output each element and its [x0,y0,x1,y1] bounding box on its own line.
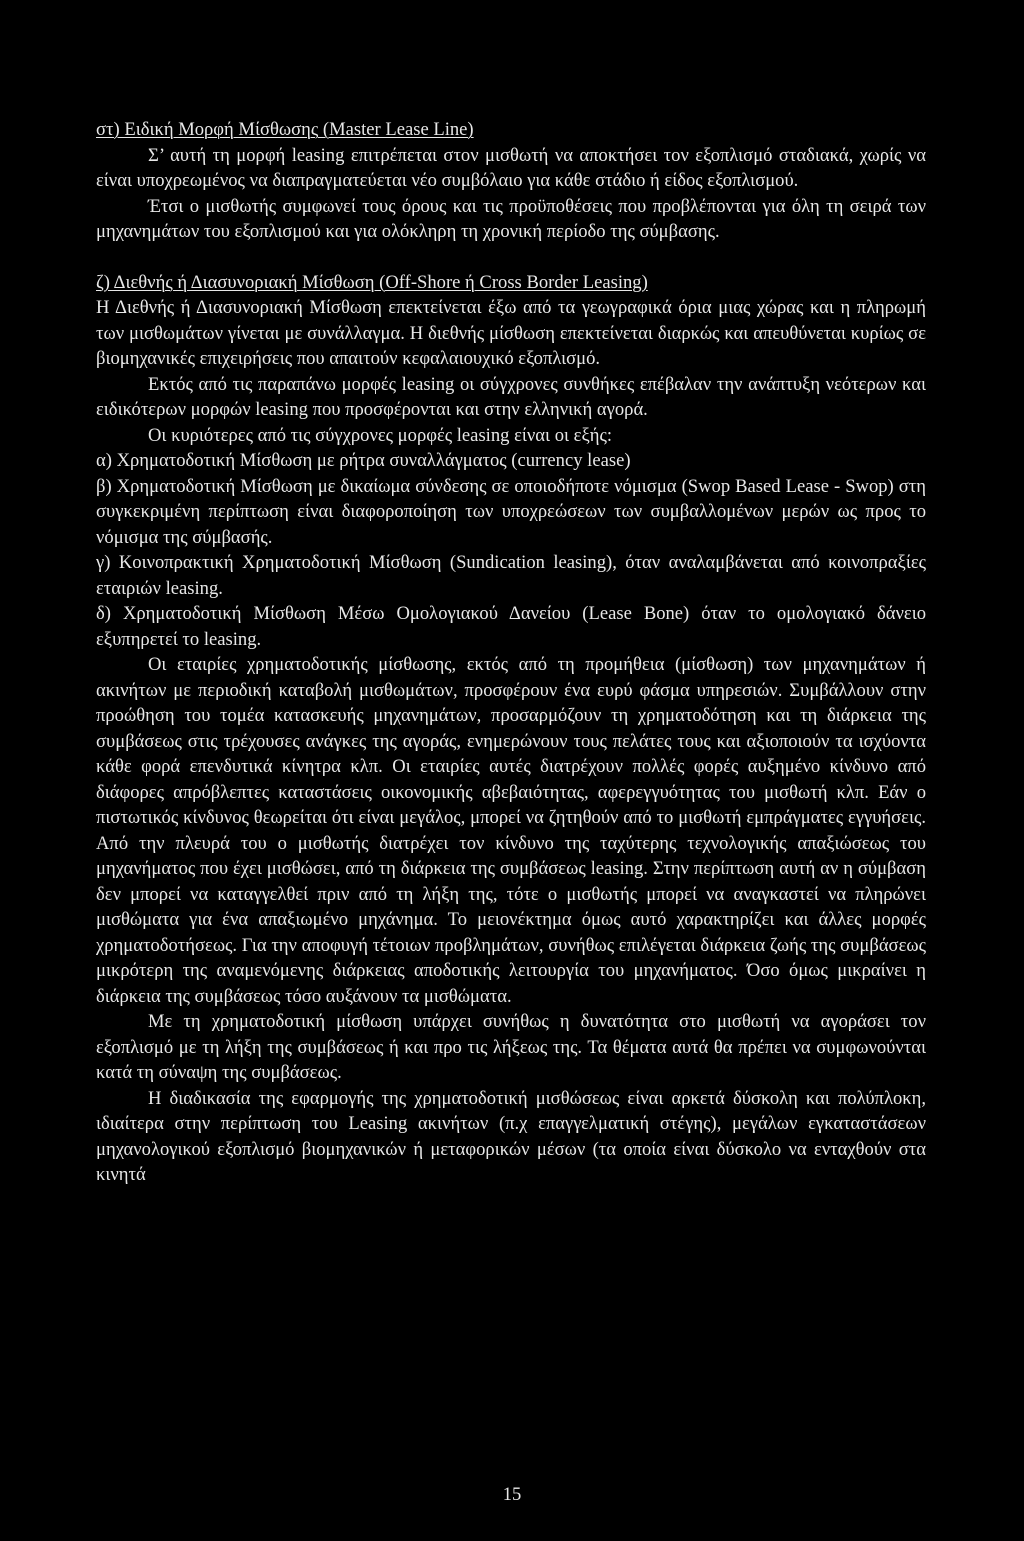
paragraph: Οι κυριότερες από τις σύγχρονες μορφές leasing είναι οι εξής: [148,424,612,446]
list-item: β) Χρηματοδοτική Μίσθωση με δικαίωμα σύνδεσης σε οποιοδήποτε νόμισμα (Swop Based Lease - Swop) στη συγκεκριμένη περίπτωση είναι διαφοροποίηση των υποχρεώσεων των συμβαλλομένων μερών ως προς το νόμισμα της σύμβασής. [96,475,926,548]
paragraph: Η διαδικασία της εφαρμογής της χρηματοδοτική μισθώσεως είναι αρκετά δύσκολη και πολύπλοκη, ιδιαίτερα στην περίπτωση του Leasing ακινήτων (π.χ επαγγελματική στέγης), μεγάλων εγκαταστάσεων μηχανολογικού εξοπλισμό βιομηχανικών ή μεταφορικών μέσων (τα οποία είναι δύσκολο να ενταχθούν στα κινητά [96,1087,926,1185]
list-item: α) Χρηματοδοτική Μίσθωση με ρήτρα συναλλάγματος (currency lease) [96,450,631,471]
page-number: 15 [502,1484,522,1505]
paragraph: Έτσι ο μισθωτής συμφωνεί τους όρους και τις προϋποθέσεις που προβλέπονται για όλη τη σειρά των μηχανημάτων του εξοπλισμού και για ολόκληρη τη χρονική περίοδο της σύμβασης. [96,195,926,242]
paragraph: Η Διεθνής ή Διασυνοριακή Μίσθωση επεκτείνεται έξω από τα γεωγραφικά όρια μιας χώρας και η πληρωμή των μισθωμάτων γίνεται με συνάλλαγμα. Η διεθνής μίσθωση επεκτείνεται διαρκώς και απευθύνεται κυρίως σε βιομηχανικές επιχειρήσεις που απαιτούν κεφαλαιουχικό εξοπλισμό. [96,297,926,369]
document-page [96,117,926,1188]
section-heading: στ) Ειδική Μορφή Μίσθωσης (Master Lease Line) [96,119,474,140]
paragraph: Εκτός από τις παραπάνω μορφές leasing οι σύγχρονες συνθήκες επέβαλαν την ανάπτυξη νεότερων και ειδικότερων μορφών leasing που προσφέρονται και στην ελληνική αγορά. [96,373,926,420]
list-item: γ) Κοινοπρακτική Χρηματοδοτική Μίσθωση (Sundication leasing), όταν αναλαμβάνεται από κοινοπραξίες εταιριών leasing. [96,552,926,599]
paragraph: Οι εταιρίες χρηματοδοτικής μίσθωσης, εκτός από τη προμήθεια (μίσθωση) των μηχανημάτων ή ακινήτων με περιοδική καταβολή μισθωμάτων, προσφέρουν ένα ευρύ φάσμα υπηρεσιών. Συμβάλλουν στην προώθηση του τομέα κατασκευής μηχανημάτων, προσαρμόζουν τη χρηματοδότηση και τη διάρκεια της συμβάσεως στις τρέχουσες ανάγκες της αγοράς, ενημερώνουν τους πελάτες τους και αξιοποιούν τα ισχύοντα κάθε φορά επενδυτικά κίνητρα κλπ. Οι εταιρίες αυτές διατρέχουν πολλές φορές αυξημένο κίνδυνο από διάφορες απρόβλεπτες καταστάσεις οικονομικής αβεβαιότητας, αφερεγγυότητας του μισθωτή κλπ. Εάν ο πιστωτικός κίνδυνος θεωρείται ότι είναι μεγάλος, μπορεί να ζητηθούν από το μισθωτή εμπράγματες εγγυήσεις. Από την πλευρά του ο μισθωτής διατρέχει τον κίνδυνο της ταχύτερης τεχνολογικής απαξιώσεως του μηχανήματος που έχει μισθώσει, από τη διάρκεια της συμβάσεως leasing. Στην περίπτωση αυτή αν η σύμβαση δεν μπορεί να καταγγελθεί πριν από τη λήξη της, τότε ο μισθωτής μπορεί να αναγκαστεί να πληρώνει μισθώματα για ένα απαξιωμένο μηχάνημα. Το μειονέκτημα όμως αυτό χαρακτηρίζει και άλλες μορφές χρηματοδοτήσεως. Για την αποφυγή τέτοιων προβλημάτων, συνήθως επιλέγεται διάρκεια ζωής της συμβάσεως μικρότερη της αναμενόμενης διάρκειας αποδοτικής λειτουργία του μηχανήματος. Όσο όμως μικραίνει η διάρκεια της συμβάσεως τόσο αυξάνουν τα μισθώματα. [96,654,926,1007]
section-cross-border-leasing [96,270,926,1188]
section-master-lease-line [96,117,926,245]
section-heading: ζ) Διεθνής ή Διασυνοριακή Μίσθωση (Off-Shore ή Cross Border Leasing) [96,271,648,293]
paragraph: Με τη χρηματοδοτική μίσθωση υπάρχει συνήθως η δυνατότητα στο μισθωτή να αγοράσει τον εξοπλισμό με τη λήξη της συμβάσεως ή και προ τις λήξεως της. Τα θέματα αυτά θα πρέπει να συμφωνούνται κατά τη σύναψη της συμβάσεως. [96,1011,926,1083]
paragraph: Σ’ αυτή τη μορφή leasing επιτρέπεται στον μισθωτή να αποκτήσει τον εξοπλισμό σταδιακά, χωρίς να είναι υποχρεωμένος να διαπραγματεύεται νέο συμβόλαιο για κάθε στάδιο ή είδος εξοπλισμού. [96,144,926,191]
list-item: δ) Χρηματοδοτική Μίσθωση Μέσω Ομολογιακού Δανείου (Lease Bone) όταν το ομολογιακό δάνειο εξυπηρετεί το leasing. [96,603,926,650]
